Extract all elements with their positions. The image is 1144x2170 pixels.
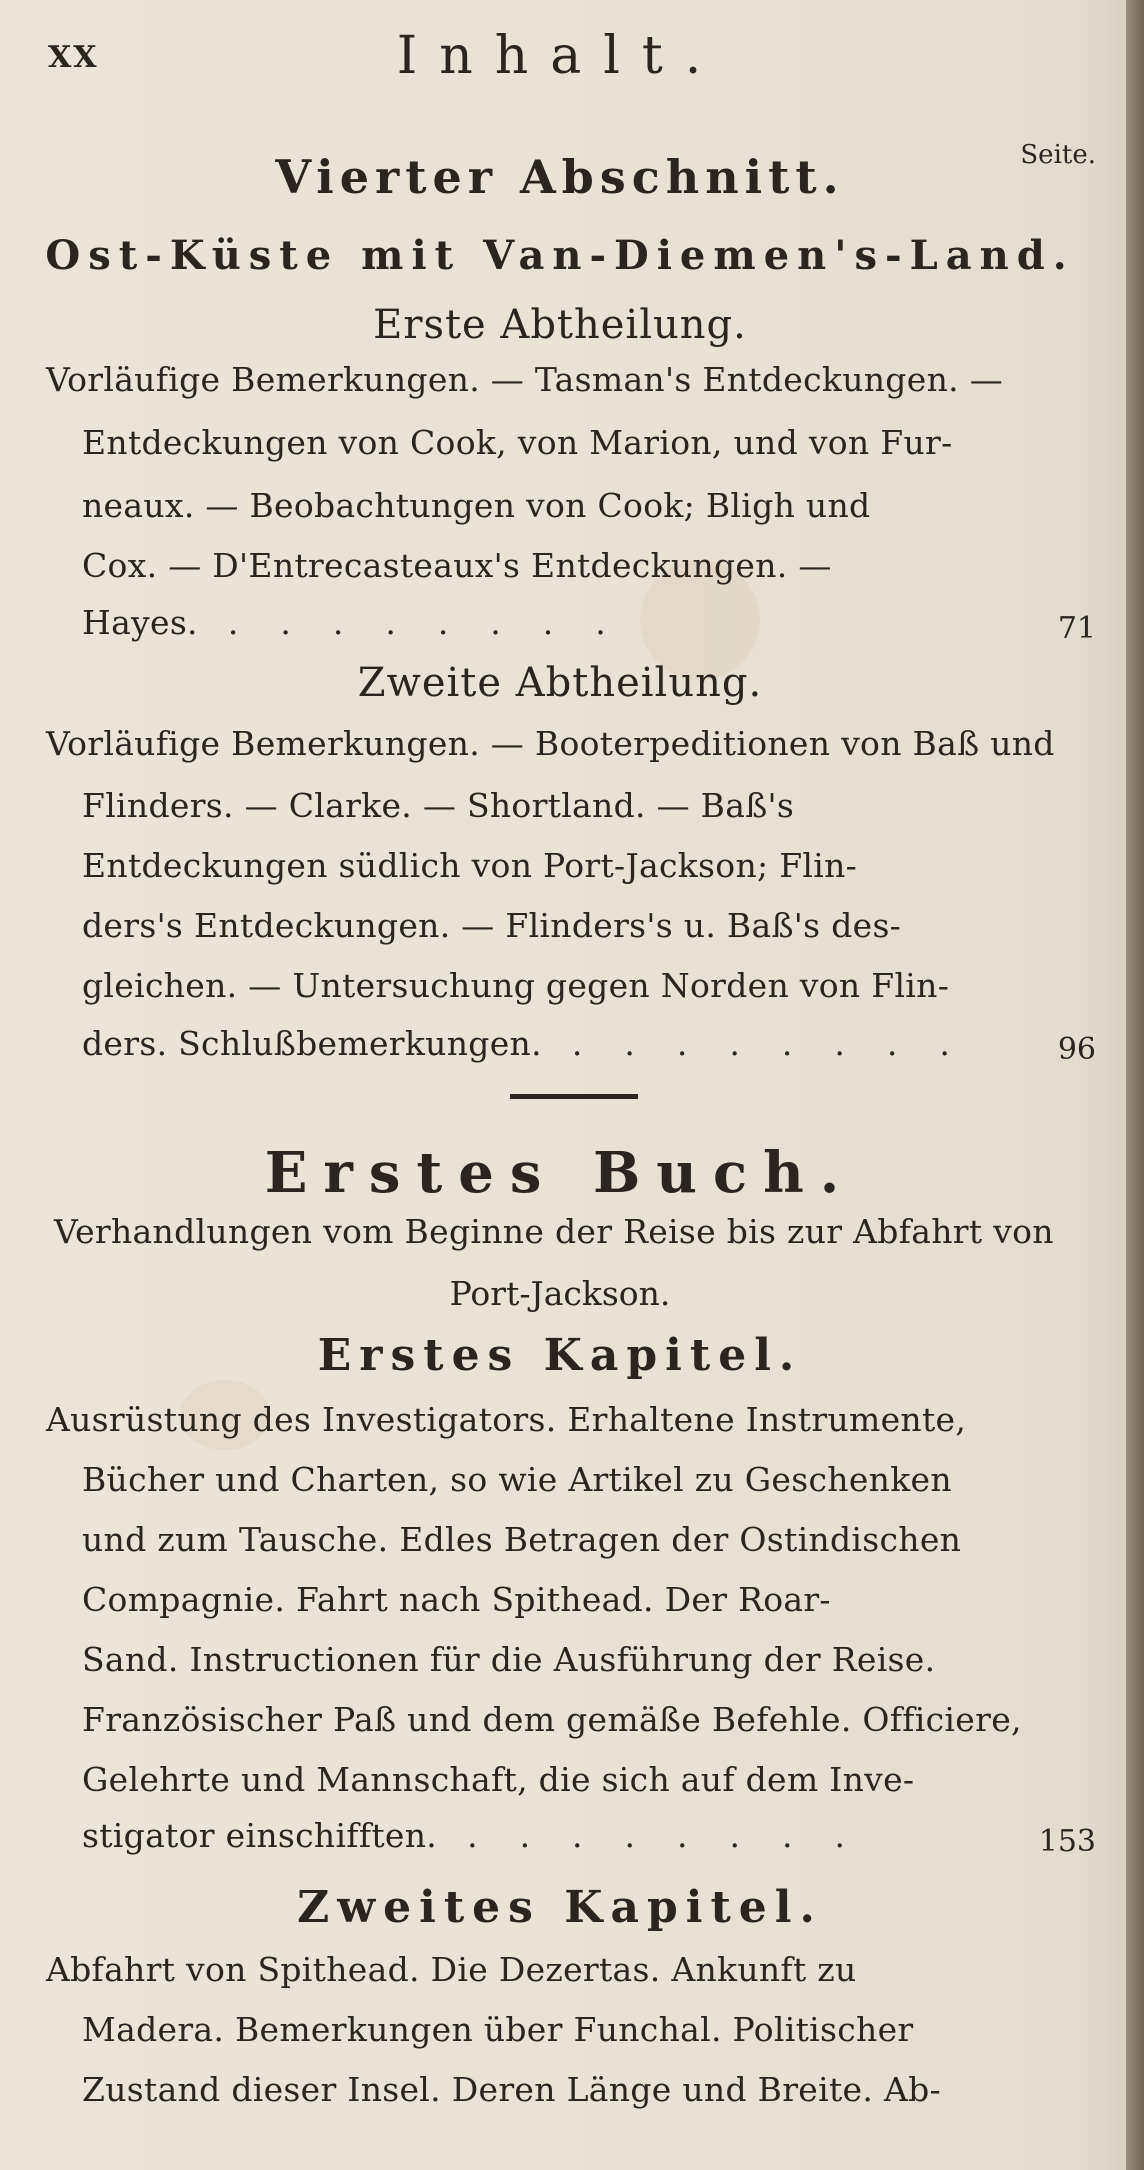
toc-entry-line: Vorläufige Bemerkungen. — Booterpeditionen von Baß und bbox=[46, 724, 1055, 763]
book-title: Erstes Buch. bbox=[264, 1140, 856, 1206]
toc-entry-line: Bücher und Charten, so wie Artikel zu Geschenken bbox=[82, 1460, 952, 1499]
toc-entry-line: ders's Entdeckungen. — Flinders's u. Baß's des- bbox=[82, 906, 902, 945]
toc-entry-line: Abfahrt von Spithead. Die Dezertas. Ankunft zu bbox=[46, 1950, 857, 1989]
toc-entry-text: Hayes. bbox=[82, 603, 198, 642]
toc-entry-line bbox=[82, 597, 648, 649]
toc-entry-line: neaux. — Beobachtungen von Cook; Bligh und bbox=[82, 486, 871, 525]
toc-entry-line bbox=[82, 1810, 887, 1862]
part-title-1: Erste Abtheilung. bbox=[373, 302, 747, 348]
toc-entry-line: Vorläufige Bemerkungen. — Tasman's Entdeckungen. — bbox=[46, 360, 1003, 399]
toc-entry-line: Compagnie. Fahrt nach Spithead. Der Roar- bbox=[82, 1580, 831, 1619]
section-subtitle: Ost-Küste mit Van-Diemen's-Land. bbox=[45, 232, 1075, 279]
book-subtitle-line: Port-Jackson. bbox=[449, 1274, 671, 1313]
toc-entry-line: Gelehrte und Mannschaft, die sich auf dem Inve- bbox=[82, 1760, 915, 1799]
section-title: Vierter Abschnitt. bbox=[275, 150, 845, 204]
toc-entry-line: Cox. — D'Entrecasteaux's Entdeckungen. — bbox=[82, 546, 832, 585]
toc-entry-line: Zustand dieser Insel. Deren Länge und Breite. Ab- bbox=[82, 2070, 941, 2109]
section-divider bbox=[510, 1094, 638, 1099]
leader-dots: ........ bbox=[227, 603, 648, 642]
part-title-2: Zweite Abtheilung. bbox=[357, 660, 763, 706]
page-number: XX bbox=[48, 40, 99, 75]
toc-entry-line: Entdeckungen von Cook, von Marion, und von Fur- bbox=[82, 423, 953, 462]
toc-entry-line: Madera. Bemerkungen über Funchal. Politischer bbox=[82, 2010, 914, 2049]
page-reference: 71 bbox=[1057, 611, 1096, 646]
leader-dots: ........ bbox=[467, 1816, 887, 1855]
page-reference: 153 bbox=[1038, 1824, 1096, 1859]
page-spine-shadow bbox=[1126, 0, 1144, 2170]
toc-entry-line: gleichen. — Untersuchung gegen Norden von Flin- bbox=[82, 966, 950, 1005]
toc-entry-line: Französischer Paß und dem gemäße Befehle. Officiere, bbox=[82, 1700, 1022, 1739]
page-reference: 96 bbox=[1057, 1032, 1096, 1067]
toc-entry-text: stigator einschifften. bbox=[82, 1816, 438, 1855]
toc-entry-text: ders. Schlußbemerkungen. bbox=[82, 1024, 542, 1063]
toc-entry-line: Sand. Instructionen für die Ausführung der Reise. bbox=[82, 1640, 936, 1679]
toc-entry-line: Ausrüstung des Investigators. Erhaltene Instrumente, bbox=[46, 1400, 967, 1439]
running-head: Inhalt. bbox=[396, 26, 724, 86]
chapter-title-1: Erstes Kapitel. bbox=[317, 1330, 803, 1381]
toc-entry-line: Flinders. — Clarke. — Shortland. — Baß's bbox=[82, 786, 795, 825]
toc-entry-line: Entdeckungen südlich von Port-Jackson; Flin- bbox=[82, 846, 858, 885]
chapter-title-2: Zweites Kapitel. bbox=[297, 1882, 823, 1933]
toc-entry-line: und zum Tausche. Edles Betragen der Ostindischen bbox=[82, 1520, 962, 1559]
page-column-header: Seite. bbox=[1020, 140, 1096, 170]
toc-entry-line bbox=[82, 1018, 992, 1070]
leader-dots: ........ bbox=[571, 1024, 992, 1063]
book-subtitle-line: Verhandlungen vom Beginne der Reise bis zur Abfahrt von bbox=[54, 1212, 1054, 1251]
